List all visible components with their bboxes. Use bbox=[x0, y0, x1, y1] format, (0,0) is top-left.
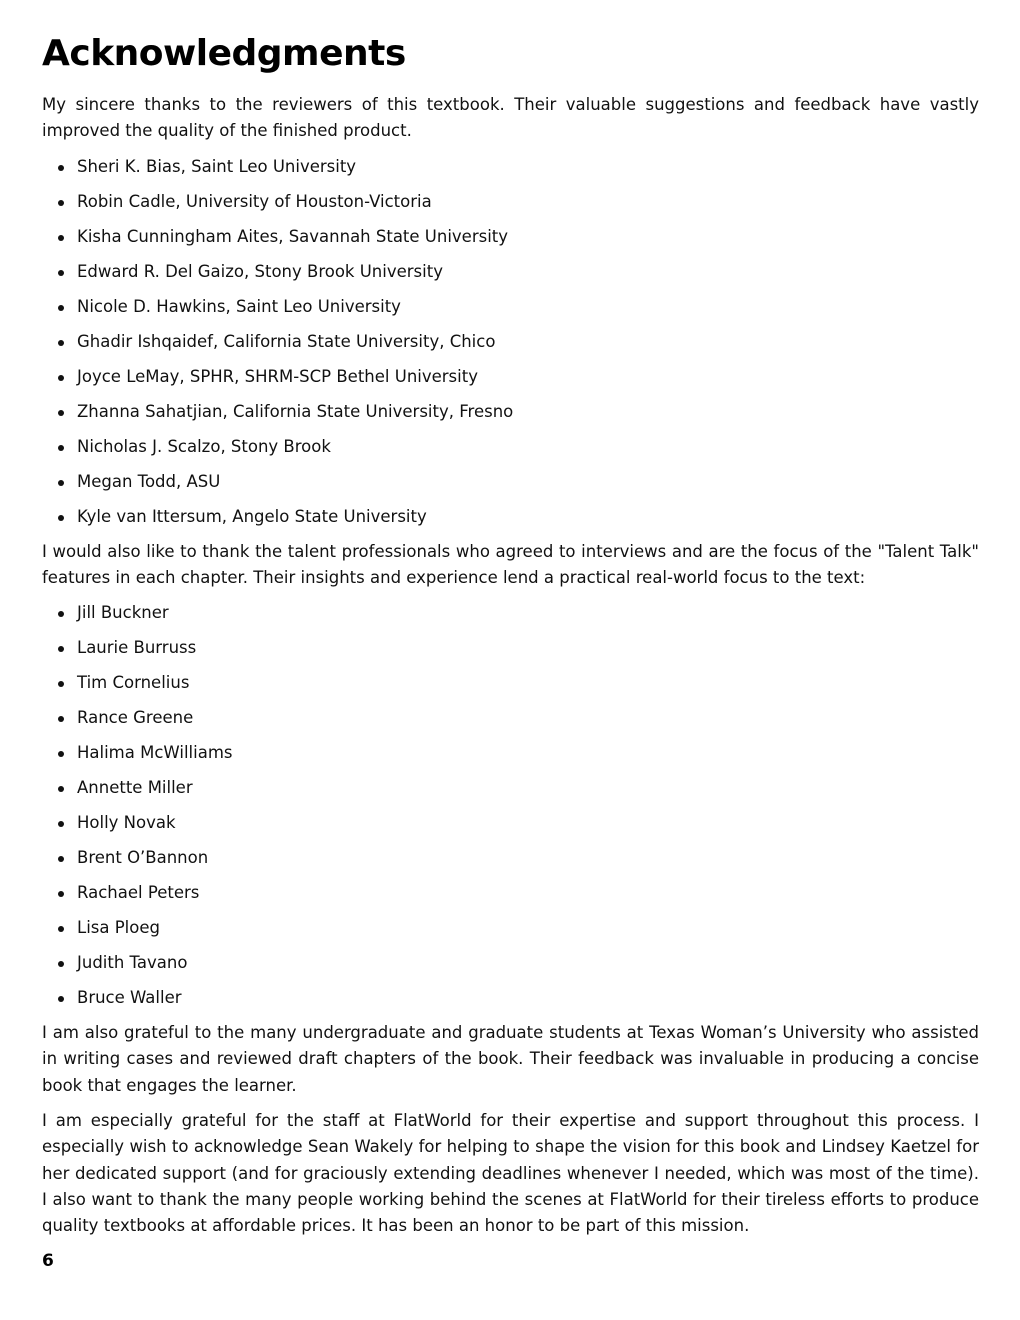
list-item bbox=[42, 469, 979, 495]
bullet-icon bbox=[58, 375, 64, 381]
intro-paragraph: My sincere thanks to the reviewers of this textbook. Their valuable suggestions and feedback have vastly improved the quality of the finished product. bbox=[42, 95, 979, 141]
bullet-icon bbox=[58, 480, 64, 486]
reviewer-name: Joyce LeMay, SPHR, SHRM-SCP Bethel University bbox=[77, 366, 478, 386]
list-item bbox=[42, 810, 979, 836]
page-number: 6 bbox=[42, 1250, 54, 1271]
reviewer-name: Zhanna Sahatjian, California State University, Fresno bbox=[77, 401, 514, 421]
professional-name: Rance Greene bbox=[77, 708, 194, 728]
bullet-icon bbox=[58, 856, 64, 862]
professional-name: Annette Miller bbox=[77, 778, 193, 798]
reviewer-name: Sheri K. Bias, Saint Leo University bbox=[77, 156, 357, 176]
list-item bbox=[42, 329, 979, 355]
professional-name: Judith Tavano bbox=[77, 953, 188, 973]
professional-name: Lisa Ploeg bbox=[77, 918, 160, 938]
professional-name: Tim Cornelius bbox=[77, 673, 190, 693]
bullet-icon bbox=[58, 926, 64, 932]
professional-name: Holly Novak bbox=[77, 813, 176, 833]
staff-paragraph: I am especially grateful for the staff at FlatWorld for their expertise and support throughout this process. I especially wish to acknowledge Sean Wakely for helping to shape the vision for this book and Lindsey Kaetzel for her dedicated support (and for graciously extending deadlines whenever I needed, which was most of the time). I also want to thank the many people working behind the scenes at FlatWorld for their tireless efforts to produce quality textbooks at affordable prices. It has been an honor to be part of this mission. bbox=[42, 1111, 979, 1236]
professional-name: Rachael Peters bbox=[77, 883, 200, 903]
bullet-icon bbox=[58, 996, 64, 1002]
bullet-icon bbox=[58, 961, 64, 967]
professional-name: Bruce Waller bbox=[77, 988, 182, 1008]
bullet-icon bbox=[58, 716, 64, 722]
list-item bbox=[42, 740, 979, 766]
bullet-icon bbox=[58, 786, 64, 792]
list-item bbox=[42, 224, 979, 250]
reviewer-name: Edward R. Del Gaizo, Stony Brook University bbox=[77, 261, 443, 281]
bullet-icon bbox=[58, 305, 64, 311]
list-item bbox=[42, 775, 979, 801]
professional-name: Jill Buckner bbox=[77, 603, 169, 623]
bullet-icon bbox=[58, 200, 64, 206]
list-item bbox=[42, 259, 979, 285]
list-item bbox=[42, 154, 979, 180]
document-page bbox=[42, 30, 979, 1272]
list-item bbox=[42, 434, 979, 460]
talent-intro-paragraph: I would also like to thank the talent professionals who agreed to interviews and are the focus of the "Talent Talk" features in each chapter. Their insights and experience lend a practical real-world focus to the text: bbox=[42, 541, 979, 587]
list-item bbox=[42, 950, 979, 976]
list-item bbox=[42, 880, 979, 906]
bullet-icon bbox=[58, 515, 64, 521]
talent-professionals-list bbox=[42, 600, 979, 1011]
list-item bbox=[42, 705, 979, 731]
bullet-icon bbox=[58, 445, 64, 451]
reviewer-name: Nicole D. Hawkins, Saint Leo University bbox=[77, 296, 401, 316]
bullet-icon bbox=[58, 410, 64, 416]
list-item bbox=[42, 635, 979, 661]
bullet-icon bbox=[58, 821, 64, 827]
bullet-icon bbox=[58, 611, 64, 617]
bullet-icon bbox=[58, 165, 64, 171]
professional-name: Laurie Burruss bbox=[77, 638, 197, 658]
bullet-icon bbox=[58, 235, 64, 241]
bullet-icon bbox=[58, 751, 64, 757]
bullet-icon bbox=[58, 270, 64, 276]
reviewer-name: Ghadir Ishqaidef, California State University, Chico bbox=[77, 331, 496, 351]
bullet-icon bbox=[58, 891, 64, 897]
students-paragraph: I am also grateful to the many undergraduate and graduate students at Texas Woman’s University who assisted in writing cases and reviewed draft chapters of the book. Their feedback was invaluable in producing a concise book that engages the learner. bbox=[42, 1023, 979, 1095]
bullet-icon bbox=[58, 340, 64, 346]
list-item bbox=[42, 294, 979, 320]
reviewer-name: Kyle van Ittersum, Angelo State University bbox=[77, 506, 427, 526]
reviewers-list bbox=[42, 154, 979, 530]
reviewer-name: Kisha Cunningham Aites, Savannah State University bbox=[77, 226, 509, 246]
list-item bbox=[42, 915, 979, 941]
bullet-icon bbox=[58, 681, 64, 687]
professional-name: Brent O’Bannon bbox=[77, 848, 209, 868]
bullet-icon bbox=[58, 646, 64, 652]
list-item bbox=[42, 504, 979, 530]
reviewer-name: Nicholas J. Scalzo, Stony Brook bbox=[77, 436, 331, 456]
list-item bbox=[42, 364, 979, 390]
list-item bbox=[42, 985, 979, 1011]
list-item bbox=[42, 600, 979, 626]
page-title: Acknowledgments bbox=[42, 33, 406, 74]
list-item bbox=[42, 670, 979, 696]
list-item bbox=[42, 189, 979, 215]
list-item bbox=[42, 399, 979, 425]
reviewer-name: Robin Cadle, University of Houston-Victoria bbox=[77, 191, 432, 211]
list-item bbox=[42, 845, 979, 871]
professional-name: Halima McWilliams bbox=[77, 743, 233, 763]
reviewer-name: Megan Todd, ASU bbox=[77, 471, 221, 491]
